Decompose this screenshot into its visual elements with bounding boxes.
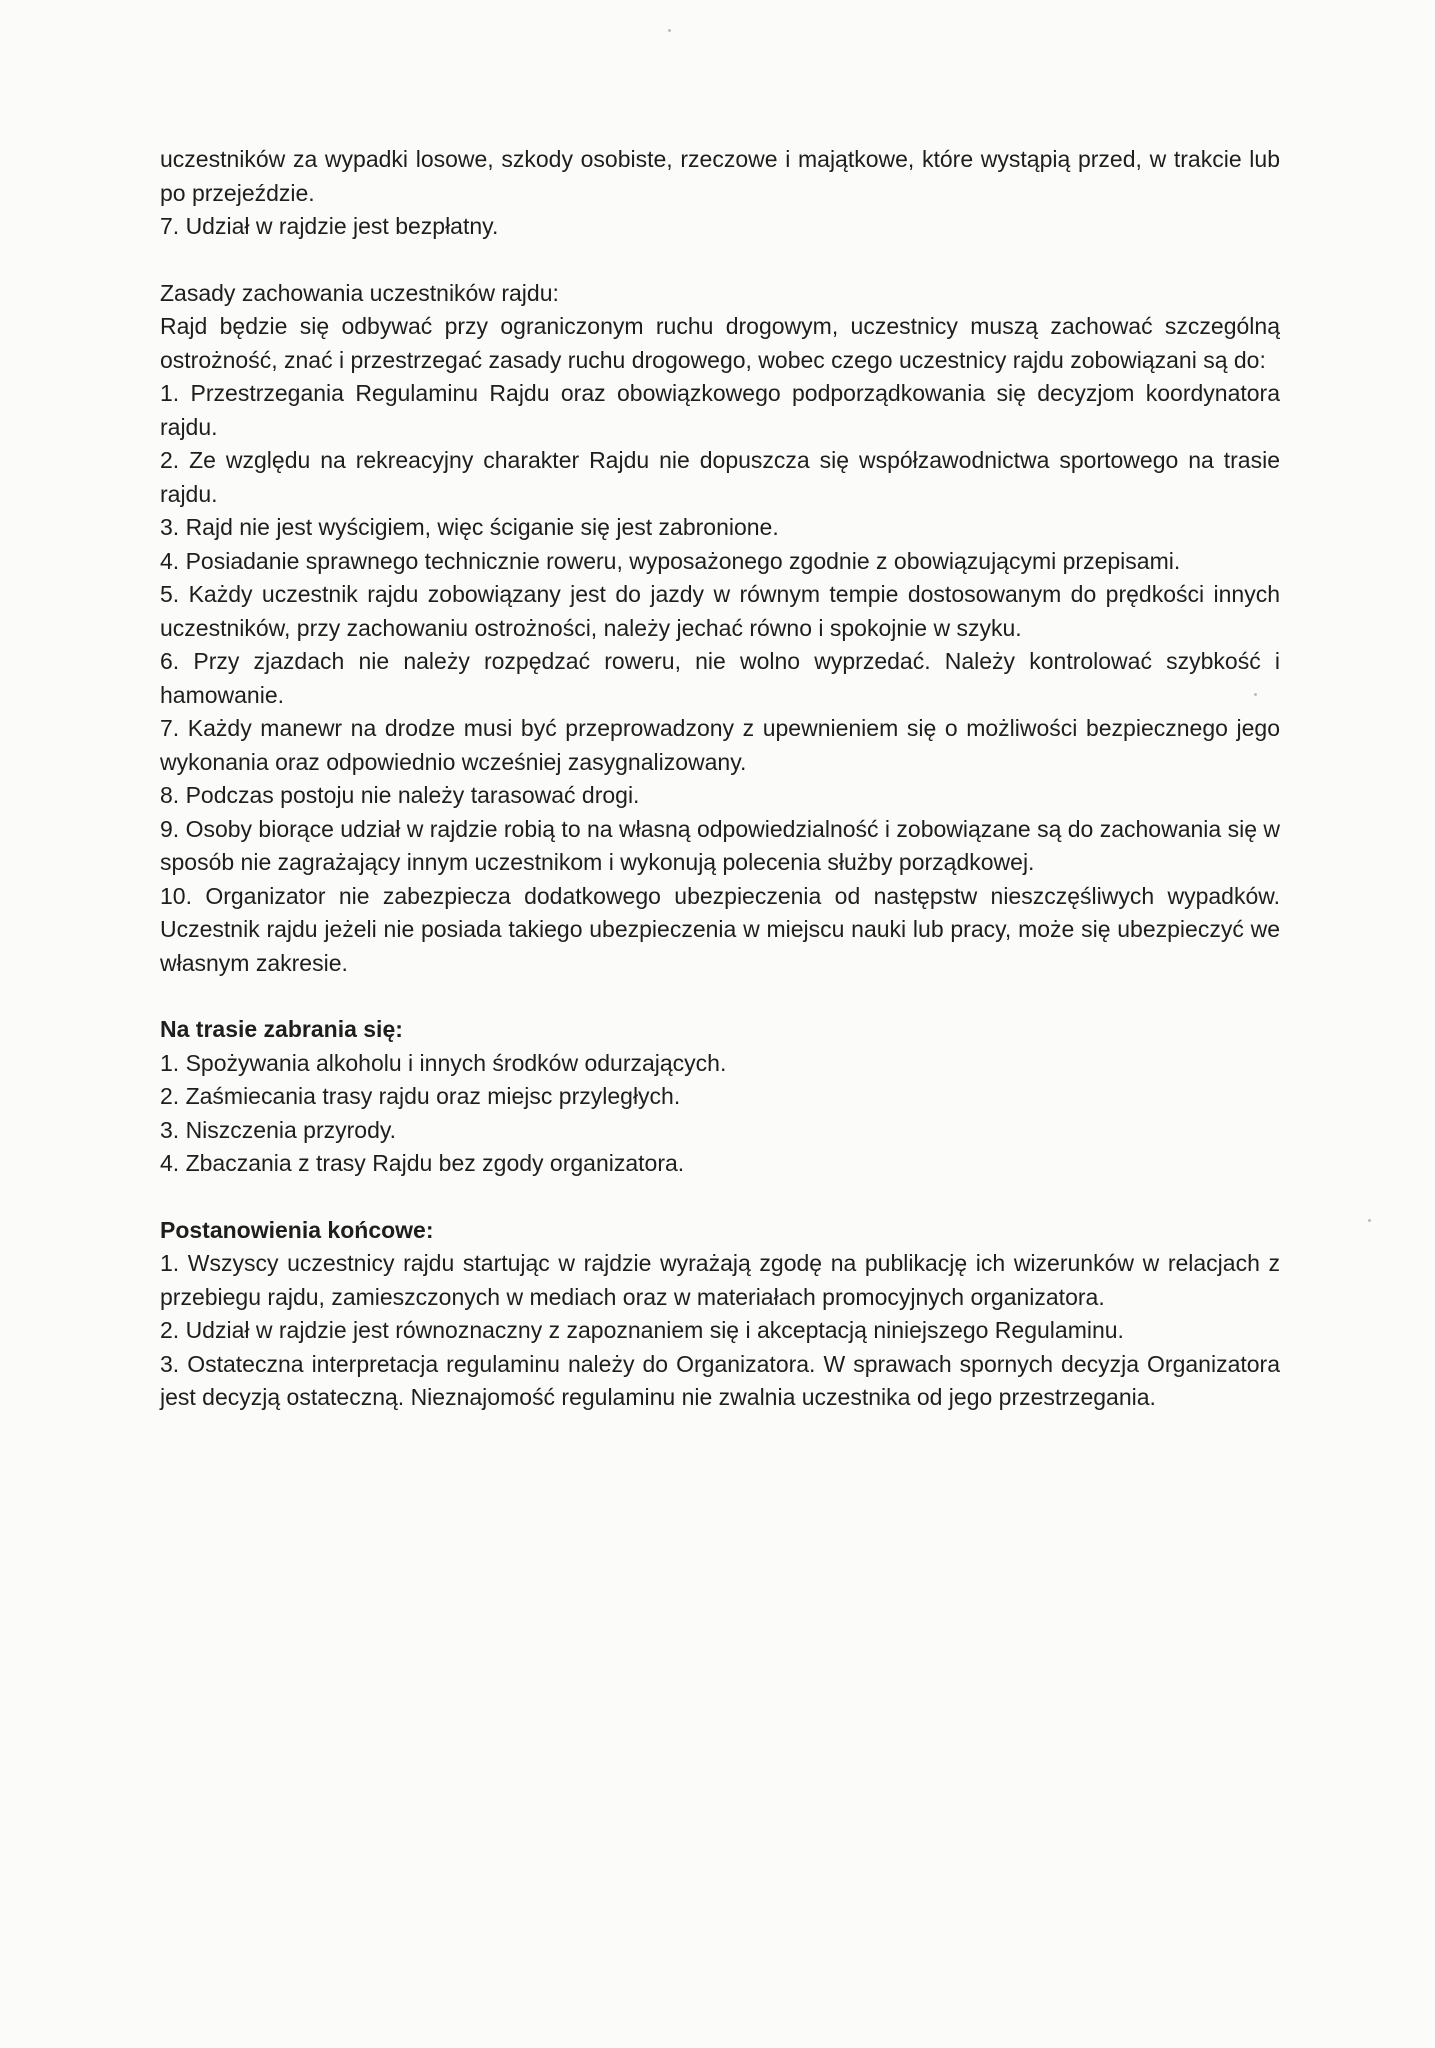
behavior-item: 1. Przestrzegania Regulaminu Rajdu oraz obowiązkowego podporządkowania się decyzjom koordynatora rajdu. <box>160 380 1280 440</box>
behavior-item: 9. Osoby biorące udział w rajdzie robią to na własną odpowiedzialność i zobowiązane są do zachowania się w sposób nie zagrażający innym uczestnikom i wykonują polecenia służby porządkowej. <box>160 815 1280 875</box>
final-provision-item: 2. Udział w rajdzie jest równoznaczny z zapoznaniem się i akceptacją niniejszego Regulaminu. <box>160 1317 1124 1343</box>
scan-speck <box>1368 1219 1371 1222</box>
behavior-title: Zasady zachowania uczestników rajdu: <box>160 279 559 306</box>
behavior-item: 3. Rajd nie jest wyścigiem, więc ściganie się jest zabronione. <box>160 514 779 540</box>
behavior-item: 10. Organizator nie zabezpiecza dodatkowego ubezpieczenia od następstw nieszczęśliwych wypadków. Uczestnik rajdu jeżeli nie posiada takiego ubezpieczenia w miejscu nauki lub pracy, może się ubezpieczyć we własnym zakresie. <box>160 882 1280 976</box>
intro-continuation: uczestników za wypadki losowe, szkody osobiste, rzeczowe i majątkowe, które wystąpią przed, w trakcie lub po przejeździe. <box>160 146 1280 206</box>
forbidden-item: 3. Niszczenia przyrody. <box>160 1116 397 1143</box>
document-page <box>160 143 1280 1415</box>
forbidden-heading: Na trasie zabrania się: <box>160 1016 403 1042</box>
behavior-item: 7. Każdy manewr na drodze musi być przeprowadzony z upewnieniem się o możliwości bezpiecznego jego wykonania oraz odpowiednio wcześniej zasygnalizowany. <box>160 715 1280 775</box>
behavior-item: 4. Posiadanie sprawnego technicznie roweru, wyposażonego zgodnie z obowiązującymi przepisami. <box>160 547 1181 574</box>
behavior-item: 8. Podczas postoju nie należy tarasować drogi. <box>160 782 640 808</box>
final-provision-item: 1. Wszyscy uczestnicy rajdu startując w rajdzie wyrażają zgodę na publikację ich wizerunków w relacjach z przebiegu rajdu, zamieszczonych w mediach oraz w materiałach promocyjnych organizatora. <box>160 1250 1280 1310</box>
forbidden-item: 1. Spożywania alkoholu i innych środków odurzających. <box>160 1049 727 1076</box>
intro-item-7: 7. Udział w rajdzie jest bezpłatny. <box>160 213 499 239</box>
forbidden-item: 4. Zbaczania z trasy Rajdu bez zgody organizatora. <box>160 1150 685 1176</box>
behavior-item: 5. Każdy uczestnik rajdu zobowiązany jest do jazdy w równym tempie dostosowanym do prędkości innych uczestników, przy zachowaniu ostrożności, należy jechać równo i spokojnie w szyku. <box>160 581 1280 641</box>
forbidden-item: 2. Zaśmiecania trasy rajdu oraz miejsc przyległych. <box>160 1083 681 1109</box>
final-provision-item: 3. Ostateczna interpretacja regulaminu należy do Organizatora. W sprawach spornych decyzja Organizatora jest decyzją ostateczną. Nieznajomość regulaminu nie zwalnia uczestnika od jego przestrzegania. <box>160 1350 1280 1410</box>
final-provisions-heading: Postanowienia końcowe: <box>160 1216 434 1243</box>
scan-speck <box>668 29 671 32</box>
behavior-item: 2. Ze względu na rekreacyjny charakter Rajdu nie dopuszcza się współzawodnictwa sportowego na trasie rajdu. <box>160 447 1280 507</box>
behavior-item: 6. Przy zjazdach nie należy rozpędzać roweru, nie wolno wyprzedać. Należy kontrolować szybkość i hamowanie. <box>160 648 1280 708</box>
behavior-intro: Rajd będzie się odbywać przy ograniczonym ruchu drogowym, uczestnicy muszą zachować szczególną ostrożność, znać i przestrzegać zasady ruchu drogowego, wobec czego uczestnicy rajdu zobowiązani są do: <box>160 313 1280 373</box>
